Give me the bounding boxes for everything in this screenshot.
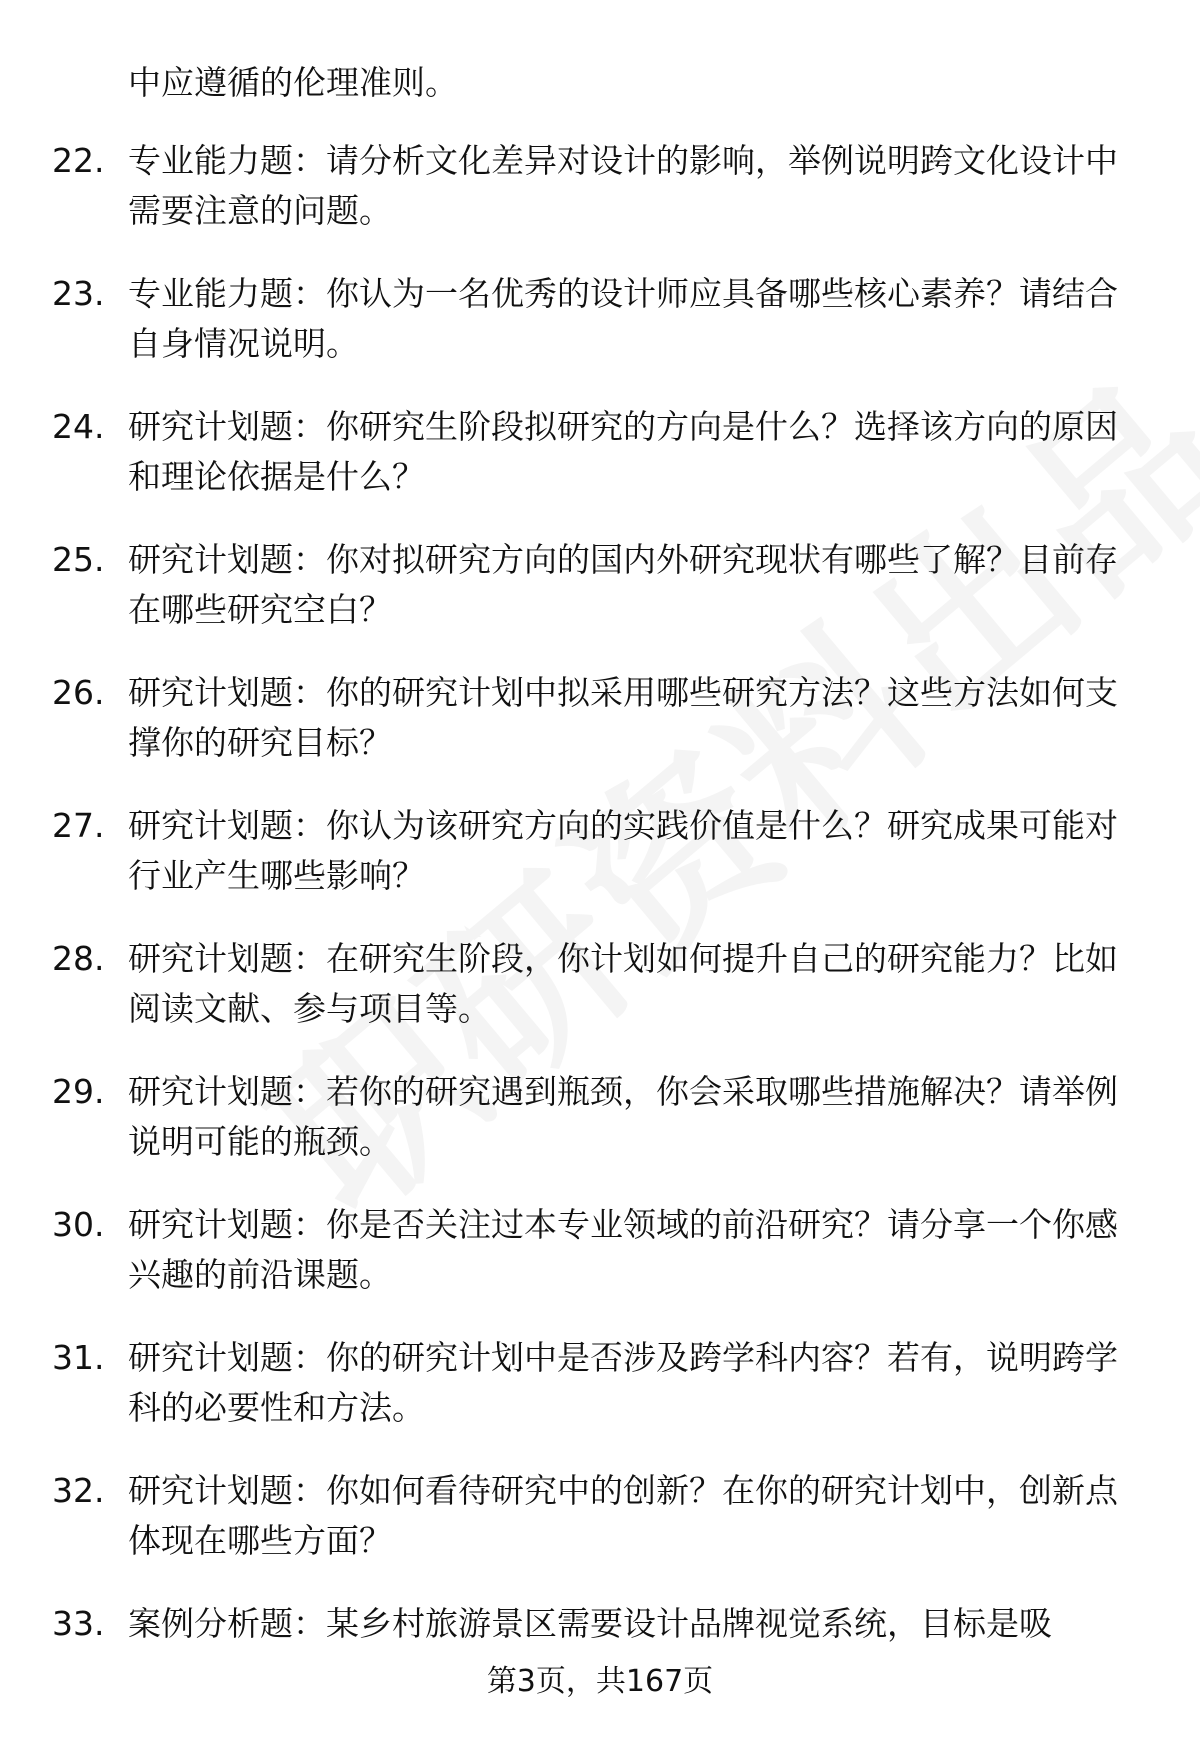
question-item — [0, 269, 1200, 369]
question-number: 28. — [52, 939, 105, 978]
question-number: 33. — [52, 1604, 105, 1643]
question-text: 研究计划题：你研究生阶段拟研究的方向是什么？选择该方向的原因和理论依据是什么？ — [128, 407, 1118, 496]
question-number: 31. — [52, 1338, 105, 1377]
page-footer: 第3页，共167页 — [486, 1664, 714, 1699]
question-number: 22. — [52, 141, 105, 180]
question-item — [0, 402, 1200, 502]
question-number: 29. — [52, 1072, 105, 1111]
question-number: 32. — [52, 1471, 105, 1510]
question-item — [0, 535, 1200, 635]
question-text: 研究计划题：你如何看待研究中的创新？在你的研究计划中，创新点体现在哪些方面？ — [128, 1471, 1118, 1560]
question-item — [0, 1466, 1200, 1566]
question-text: 案例分析题：某乡村旅游景区需要设计品牌视觉系统，目标是吸 — [128, 1604, 1052, 1643]
question-item — [0, 1067, 1200, 1167]
question-text: 研究计划题：若你的研究遇到瓶颈，你会采取哪些措施解决？请举例说明可能的瓶颈。 — [128, 1072, 1118, 1161]
question-text: 研究计划题：你的研究计划中是否涉及跨学科内容？若有，说明跨学科的必要性和方法。 — [128, 1338, 1118, 1427]
question-text: 专业能力题：你认为一名优秀的设计师应具备哪些核心素养？请结合自身情况说明。 — [128, 274, 1118, 363]
question-number: 24. — [52, 407, 105, 446]
question-item — [0, 1333, 1200, 1433]
question-text: 研究计划题：你是否关注过本专业领域的前沿研究？请分享一个你感兴趣的前沿课题。 — [128, 1205, 1118, 1294]
question-number: 26. — [52, 673, 105, 712]
question-item — [0, 136, 1200, 236]
question-item — [0, 1200, 1200, 1300]
question-item — [0, 668, 1200, 768]
question-item — [0, 1599, 1200, 1649]
question-text: 研究计划题：你的研究计划中拟采用哪些研究方法？这些方法如何支撑你的研究目标？ — [128, 673, 1118, 762]
question-text: 专业能力题：请分析文化差异对设计的影响，举例说明跨文化设计中需要注意的问题。 — [128, 141, 1118, 230]
question-number: 27. — [52, 806, 105, 845]
question-list — [0, 136, 1200, 1649]
question-text: 研究计划题：你认为该研究方向的实践价值是什么？研究成果可能对行业产生哪些影响？ — [128, 806, 1118, 895]
question-item — [0, 801, 1200, 901]
question-text: 研究计划题：在研究生阶段，你计划如何提升自己的研究能力？比如阅读文献、参与项目等。 — [128, 939, 1118, 1028]
question-number: 25. — [52, 540, 105, 579]
question-text: 研究计划题：你对拟研究方向的国内外研究现状有哪些了解？目前存在哪些研究空白？ — [128, 540, 1118, 629]
question-number: 30. — [52, 1205, 105, 1244]
question-item — [0, 934, 1200, 1034]
continued-text: 中应遵循的伦理准则。 — [128, 63, 458, 102]
question-number: 23. — [52, 274, 105, 313]
